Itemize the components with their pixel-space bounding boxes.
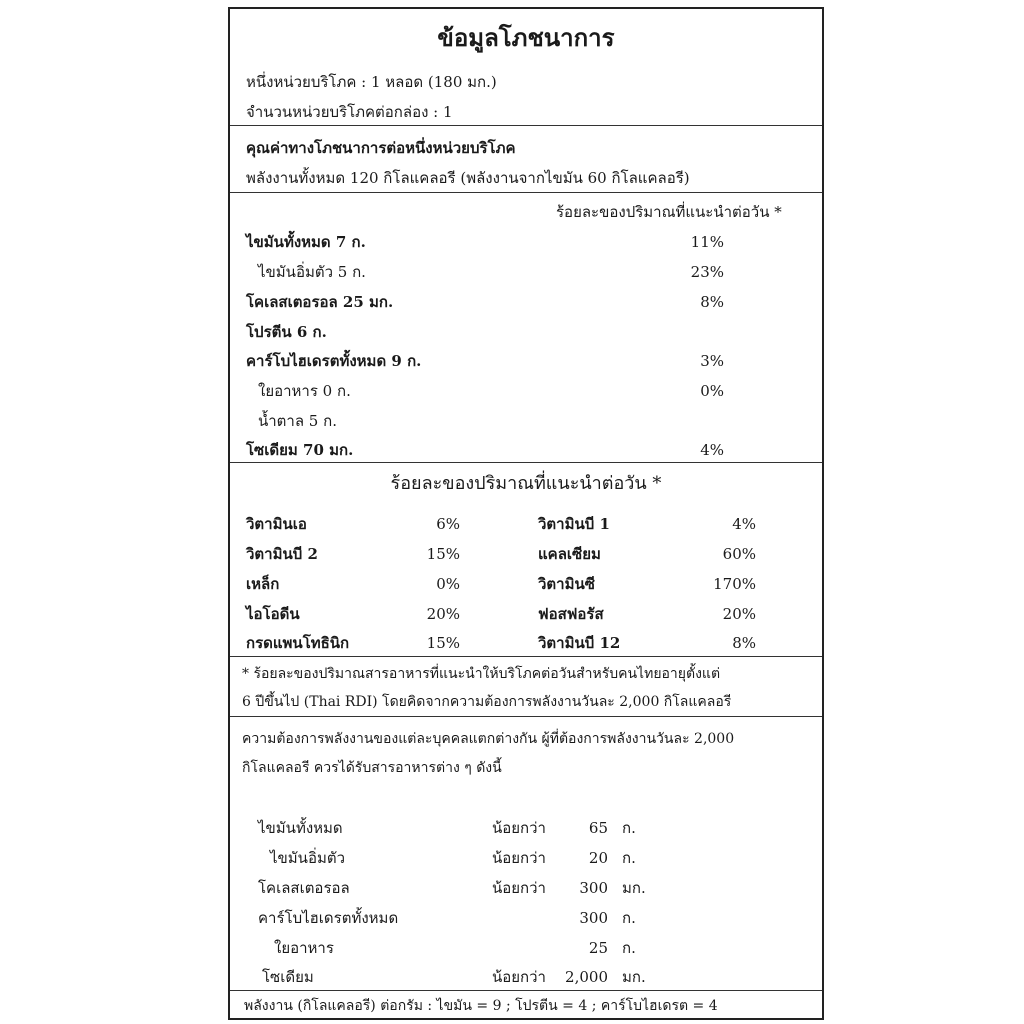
vitamin-value: 60% [722,545,756,563]
limit-unit: มก. [622,968,646,986]
vitamin-value: 15% [426,545,460,563]
vitamin-value: 6% [436,515,460,533]
energy-note-line: กิโลแคลอรี ควรได้รับสารอาหารต่าง ๆ ดังนี้ [242,760,502,776]
vitamin-label: ไอโอดีน [246,605,300,623]
limit-unit: ก. [622,909,636,927]
limit-unit: ก. [622,819,636,837]
divider [230,462,822,463]
limit-unit: มก. [622,879,646,897]
vitamin-label: วิตามินบี 12 [538,634,621,652]
limit-amount: 300 [579,909,608,927]
energy-per-gram: พลังงาน (กิโลแคลอรี) ต่อกรัม : ไขมัน = 9 ; โปรตีน = 4 ; คาร์โบไฮเดรต = 4 [244,998,718,1014]
nutrient-label: ใยอาหาร 0 ก. [258,382,351,400]
energy-total: พลังงานทั้งหมด 120 กิโลแคลอรี (พลังงานจากไขมัน 60 กิโลแคลอรี) [246,169,690,187]
limit-qualifier: น้อยกว่า [492,968,546,986]
limit-qualifier: น้อยกว่า [492,819,546,837]
divider [230,656,822,657]
nutrient-percent: 4% [700,441,724,459]
nutrient-label: ไขมันอิ่มตัว 5 ก. [258,263,366,281]
divider [230,990,822,991]
nutrient-percent: 11% [690,233,724,251]
nutrient-label: โคเลสเตอรอล 25 มก. [246,293,394,311]
nutrition-label [228,7,824,1020]
limit-label: คาร์โบไฮเดรตทั้งหมด [258,909,399,927]
nutrient-label: น้ำตาล 5 ก. [258,412,337,430]
vitamin-value: 170% [713,575,756,593]
vitamin-value: 20% [426,605,460,623]
limit-label: โซเดียม [262,968,314,986]
limit-amount: 25 [588,939,608,957]
vitamin-label: วิตามินบี 1 [538,515,610,533]
footnote-line: 6 ปีขึ้นไป (Thai RDI) โดยคิดจากความต้องการพลังงานวันละ 2,000 กิโลแคลอรี [242,694,732,710]
divider [230,125,822,126]
vitamin-label: แคลเซียม [538,545,601,563]
vitamin-value: 4% [732,515,756,533]
limit-qualifier: น้อยกว่า [492,879,546,897]
vitamin-value: 0% [436,575,460,593]
per-serving-heading: คุณค่าทางโภชนาการต่อหนึ่งหน่วยบริโภค [246,139,516,157]
vitamin-value: 8% [732,634,756,652]
nutrient-percent: 0% [700,382,724,400]
daily-value-header: ร้อยละของปริมาณที่แนะนำต่อวัน * [556,203,782,221]
vitamin-label: วิตามินซี [538,575,595,593]
vitamins-header: ร้อยละของปริมาณที่แนะนำต่อวัน * [390,473,662,494]
limit-qualifier: น้อยกว่า [492,849,546,867]
nutrient-percent: 23% [690,263,724,281]
limit-unit: ก. [622,849,636,867]
nutrient-percent: 3% [700,352,724,370]
vitamin-label: ฟอสฟอรัส [538,605,604,623]
vitamin-label: วิตามินบี 2 [246,545,318,563]
energy-note-line: ความต้องการพลังงานของแต่ละบุคคลแตกต่างกัน ผู้ที่ต้องการพลังงานวันละ 2,000 [242,731,735,747]
limit-label: ไขมันอิ่มตัว [270,849,345,867]
limit-label: ใยอาหาร [274,939,334,957]
nutrient-label: คาร์โบไฮเดรตทั้งหมด 9 ก. [246,352,422,370]
limit-amount: 300 [579,879,608,897]
vitamin-label: วิตามินเอ [246,515,307,533]
vitamin-value: 20% [722,605,756,623]
limit-amount: 2,000 [565,968,608,986]
divider [230,716,822,717]
limit-amount: 20 [588,849,608,867]
limit-unit: ก. [622,939,636,957]
footnote-line: * ร้อยละของปริมาณสารอาหารที่แนะนำให้บริโภคต่อวันสำหรับคนไทยอายุตั้งแต่ [242,666,721,682]
limit-amount: 65 [588,819,608,837]
nutrient-label: โปรตีน 6 ก. [246,323,327,341]
serving-size: หนึ่งหน่วยบริโภค : 1 หลอด (180 มก.) [246,73,497,91]
label-title: ข้อมูลโภชนาการ [437,23,615,52]
nutrient-label: โซเดียม 70 มก. [246,441,354,459]
servings-per-package: จำนวนหน่วยบริโภคต่อกล่อง : 1 [246,103,453,121]
nutrient-percent: 8% [700,293,724,311]
limit-label: โคเลสเตอรอล [258,879,350,897]
nutrient-label: ไขมันทั้งหมด 7 ก. [246,233,366,251]
limit-label: ไขมันทั้งหมด [258,819,343,837]
vitamin-label: เหล็ก [246,575,280,593]
divider [230,192,822,193]
vitamin-value: 15% [426,634,460,652]
vitamin-label: กรดแพนโทธินิก [246,634,350,652]
